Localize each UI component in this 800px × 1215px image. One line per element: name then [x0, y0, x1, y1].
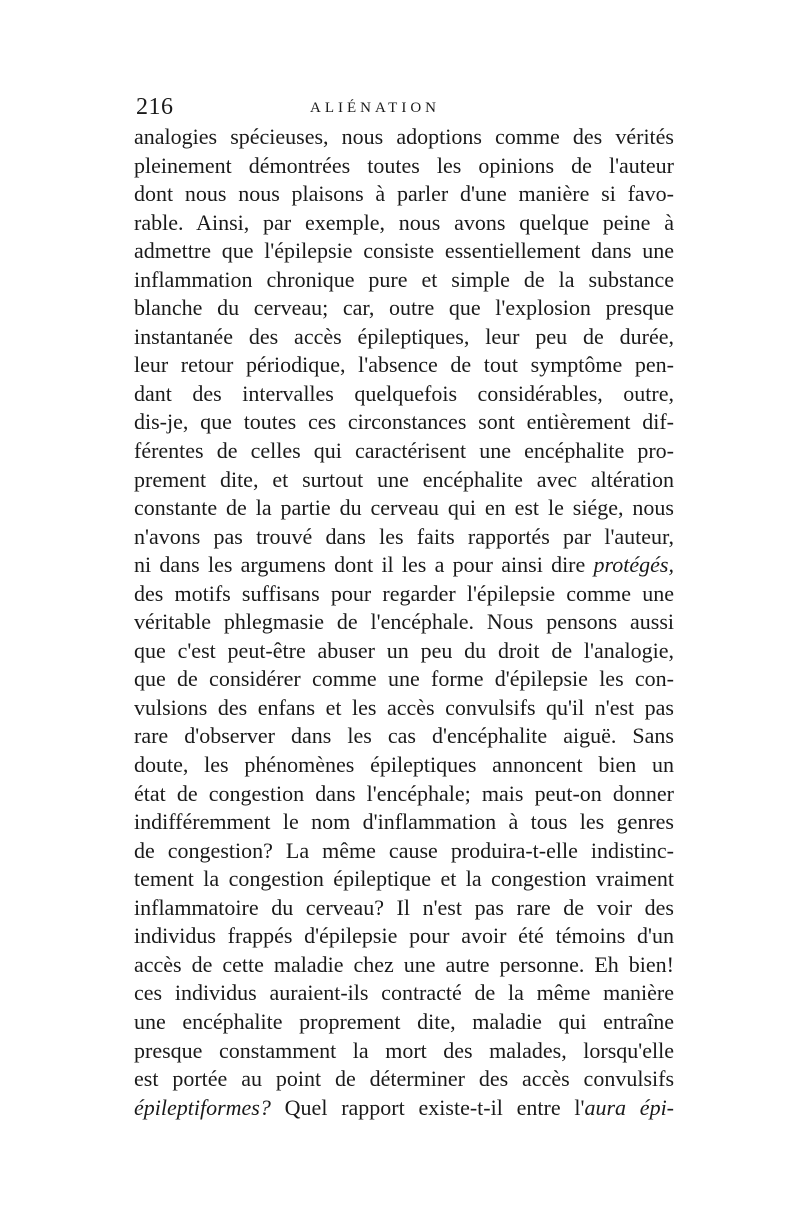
text-line: état de congestion dans l'encéphale; mais peut-on donner: [134, 780, 674, 806]
text-line: une encéphalite proprement dite, maladie qui entraîne: [134, 1008, 674, 1034]
italic-word: protégés,: [593, 552, 674, 578]
text-line: de congestion? La même cause produira-t-elle indistinc-: [134, 837, 674, 863]
text-line: dont nous nous plaisons à parler d'une manière si favo-: [134, 181, 674, 207]
text-line: férentes de celles qui caractérisent une encéphalite pro-: [134, 438, 674, 464]
text-line: individus frappés d'épilepsie pour avoir été témoins d'un: [134, 923, 674, 949]
text-line: tement la congestion épileptique et la congestion vraiment: [134, 866, 674, 892]
text-line: vulsions des enfans et les accès convulsifs qu'il n'est pas: [134, 694, 674, 720]
text-line: ces individus auraient-ils contracté de la même manière: [134, 980, 674, 1006]
text-line: indifféremment le nom d'inflammation à tous les genres: [134, 809, 674, 835]
page-number: 216: [136, 94, 174, 120]
text-line: est portée au point de déterminer des accès convulsifs: [134, 1066, 674, 1092]
text-line: inflammatoire du cerveau? Il n'est pas rare de voir des: [134, 894, 674, 920]
text-line: inflammation chronique pure et simple de la substance: [134, 266, 674, 292]
text-line: accès de cette maladie chez une autre personne. Eh bien!: [134, 951, 674, 977]
text-line: des motifs suffisans pour regarder l'épilepsie comme une: [134, 580, 674, 606]
text-line: constante de la partie du cerveau qui en est le siége, nous: [134, 495, 674, 521]
text-line: prement dite, et surtout une encéphalite avec altération: [134, 466, 674, 492]
text-line: blanche du cerveau; car, outre que l'explosion presque: [134, 295, 674, 321]
text-line: pleinement démontrées toutes les opinions de l'auteur: [134, 152, 674, 178]
running-head: ALIÉNATION: [310, 100, 440, 116]
text-line: analogies spécieuses, nous adoptions comme des vérités: [134, 124, 674, 149]
body-text: [134, 123, 674, 1122]
text-line: que c'est peut-être abuser un peu du droit de l'analogie,: [134, 637, 674, 663]
italic-word: aura épi-: [584, 1094, 675, 1120]
text-line: rable. Ainsi, par exemple, nous avons quelque peine à: [134, 209, 674, 235]
italic-word: épileptiformes?: [134, 1094, 271, 1120]
text-line: véritable phlegmasie de l'encéphale. Nous pensons aussi: [134, 609, 674, 635]
text-line: que de considérer comme une forme d'épilepsie les con-: [134, 666, 674, 692]
text-line: dant des intervalles quelquefois considérables, outre,: [134, 380, 674, 406]
text-line: instantanée des accès épileptiques, leur peu de durée,: [134, 323, 674, 349]
text-line: dis-je, que toutes ces circonstances sont entièrement dif-: [134, 409, 674, 435]
text-line: rare d'observer dans les cas d'encéphalite aiguë. Sans: [134, 723, 674, 749]
text-line: admettre que l'épilepsie consiste essentiellement dans une: [134, 238, 674, 264]
page-header: [136, 92, 676, 122]
text-line: presque constamment la mort des malades, lorsqu'elle: [134, 1037, 674, 1063]
text-line: ni dans les argumens dont il les a pour ainsi dire protégés,: [134, 552, 674, 578]
text-line: leur retour périodique, l'absence de tout symptôme pen-: [134, 352, 674, 378]
text-line: épileptiformes? Quel rapport existe-t-il entre l'aura épi-: [134, 1094, 675, 1120]
text-line: n'avons pas trouvé dans les faits rapportés par l'auteur,: [134, 523, 674, 549]
text-line: doute, les phénomènes épileptiques annoncent bien un: [134, 752, 674, 778]
